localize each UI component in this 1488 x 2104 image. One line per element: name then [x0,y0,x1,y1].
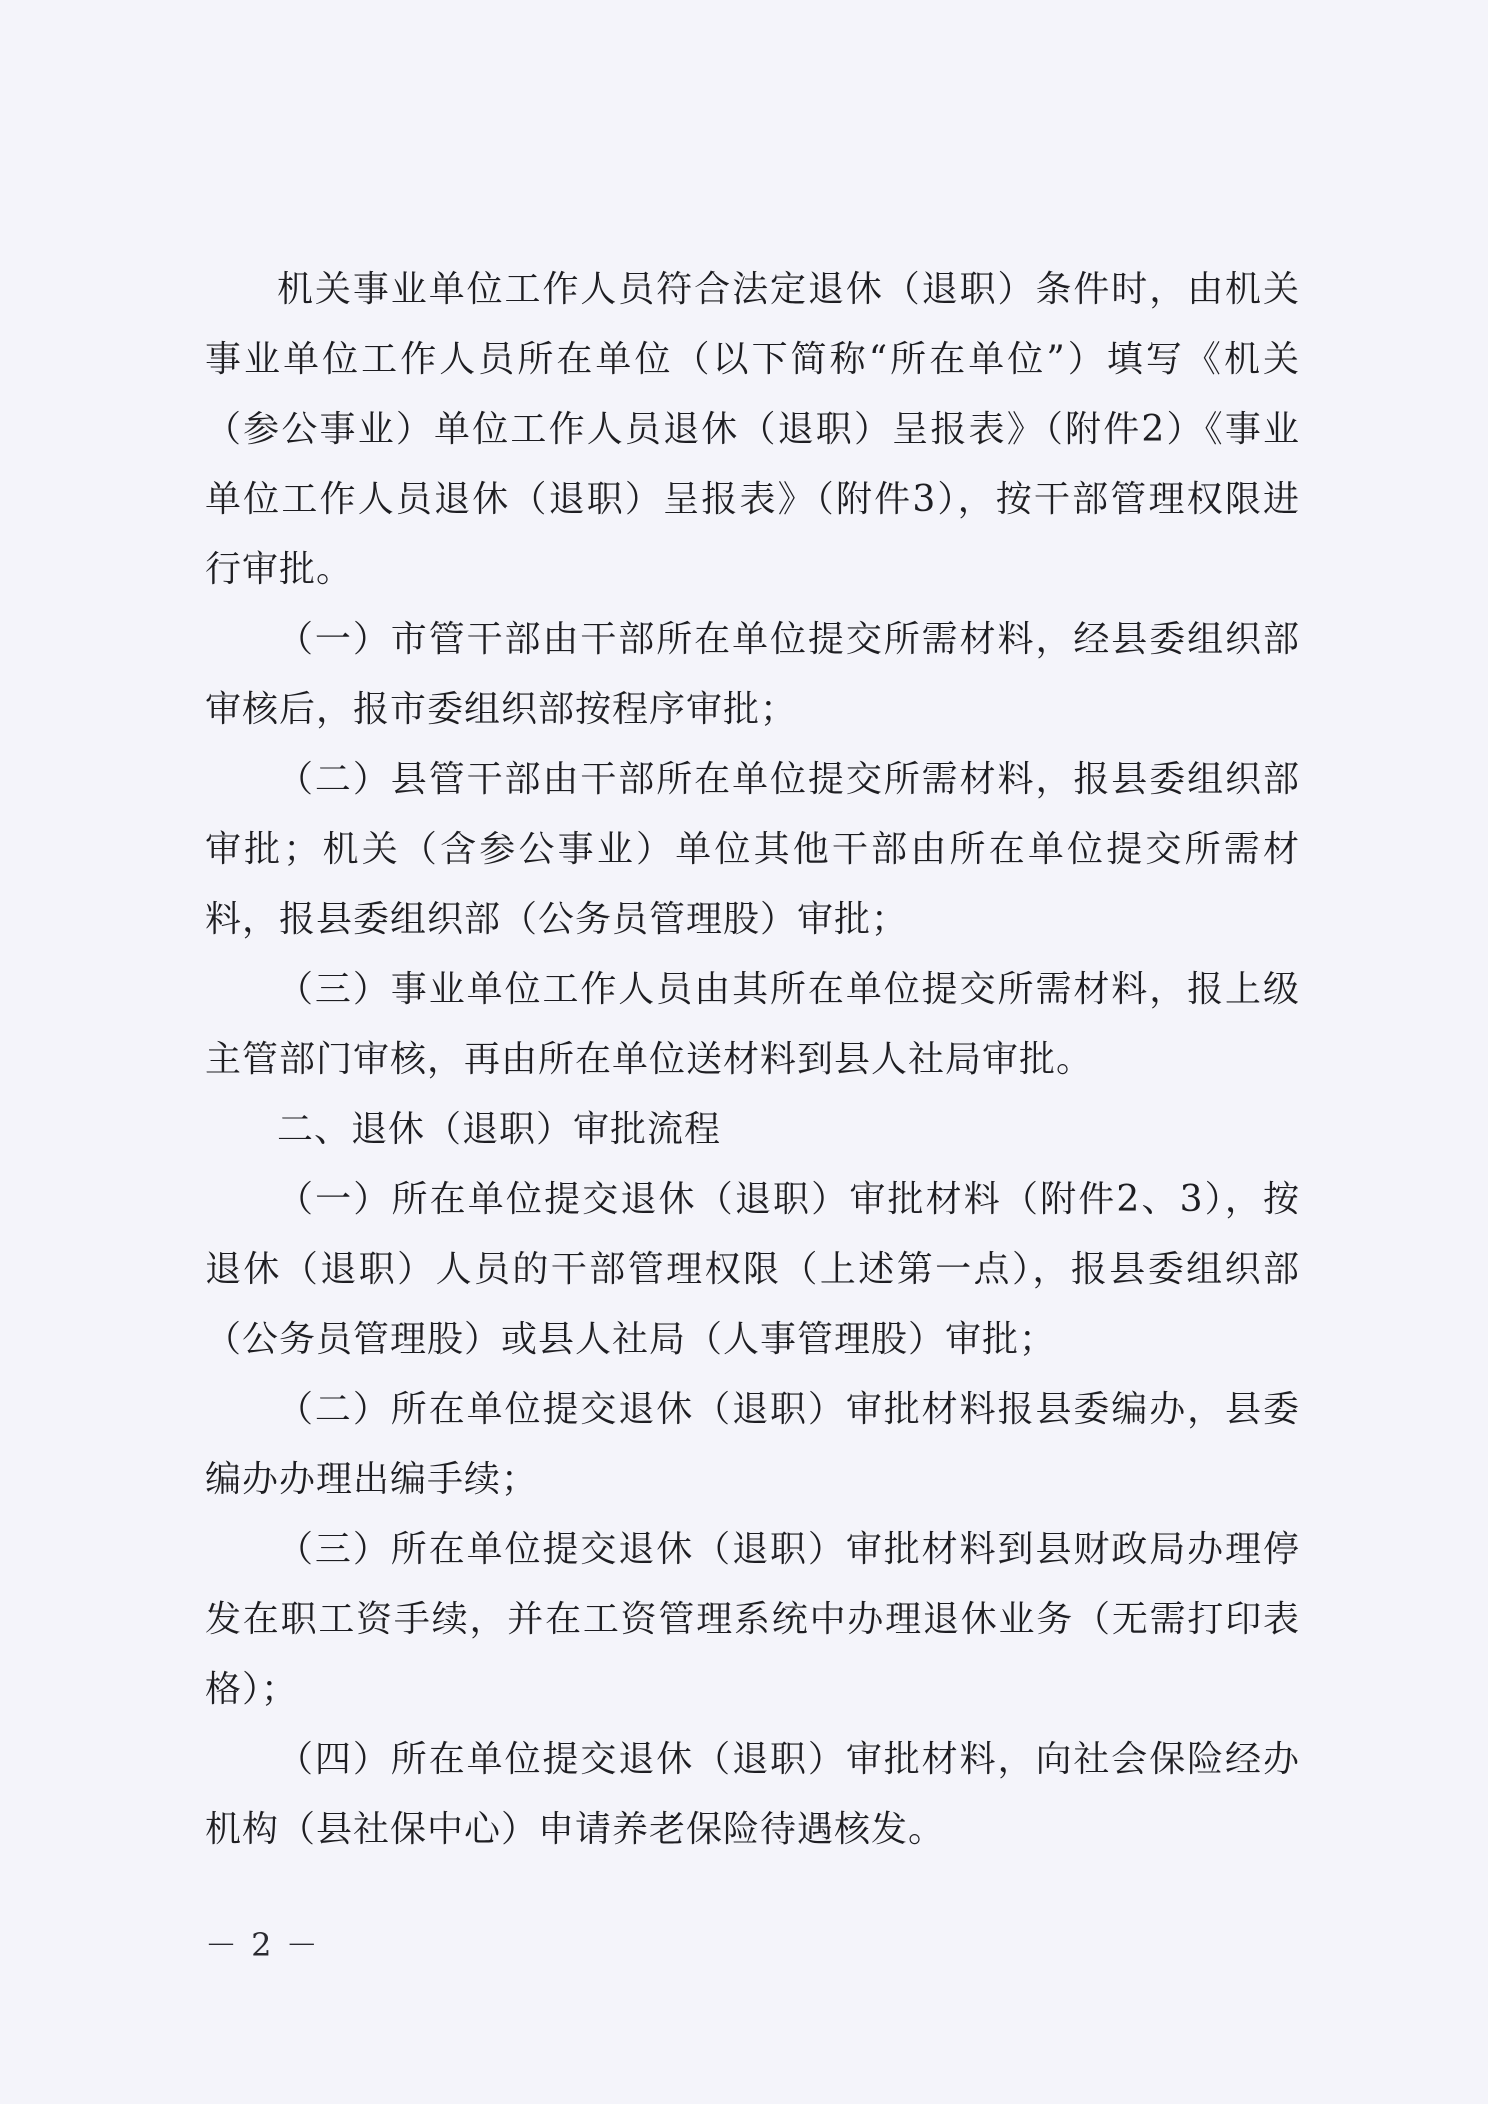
paragraph-item-2-2: （二）所在单位提交退休（退职）审批材料报县委编办，县委编办办理出编手续； [205,1389,1300,1500]
paragraph-item-1-1: （一）市管干部由干部所在单位提交所需材料，经县委组织部审核后，报市委组织部按程序审批； [205,619,1300,730]
paragraph-intro: 机关事业单位工作人员符合法定退休（退职）条件时，由机关事业单位工作人员所在单位（以下简称“所在单位”）填写《机关（参公事业）单位工作人员退休（退职）呈报表》（附件2）《事业单位工作人员退休（退职）呈报表》（附件3），按干部管理权限进行审批。 [205,269,1300,590]
page-number: － 2 － [205,1926,320,1964]
document-body [205,255,1300,1865]
paragraph-item-2-4: （四）所在单位提交退休（退职）审批材料，向社会保险经办机构（县社保中心）申请养老保险待遇核发。 [205,1739,1300,1850]
paragraph-item-2-1: （一）所在单位提交退休（退职）审批材料（附件2、3），按退休（退职）人员的干部管理权限（上述第一点），报县委组织部（公务员管理股）或县人社局（人事管理股）审批； [205,1179,1300,1360]
section-heading: 二、退休（退职）审批流程 [277,1109,722,1150]
paragraph-item-1-3: （三）事业单位工作人员由其所在单位提交所需材料，报上级主管部门审核，再由所在单位送材料到县人社局审批。 [205,969,1300,1080]
paragraph-item-2-3: （三）所在单位提交退休（退职）审批材料到县财政局办理停发在职工资手续，并在工资管理系统中办理退休业务（无需打印表格）； [205,1529,1300,1710]
paragraph-item-1-2: （二）县管干部由干部所在单位提交所需材料，报县委组织部审批；机关（含参公事业）单位其他干部由所在单位提交所需材料，报县委组织部（公务员管理股）审批； [205,759,1300,940]
